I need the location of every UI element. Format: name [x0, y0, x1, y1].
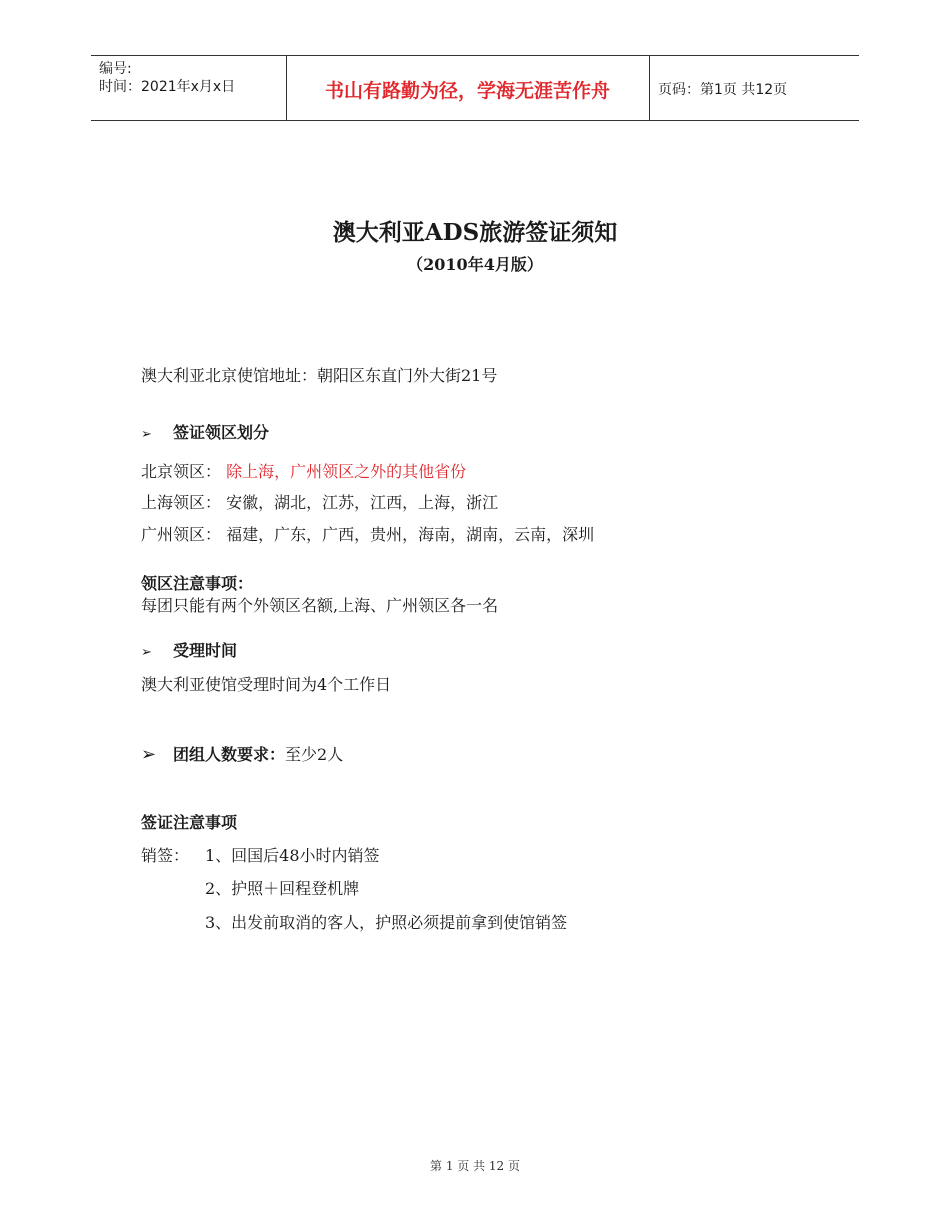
shanghai-district-value: 安徽，湖北，江苏，江西，上海，浙江: [226, 493, 499, 512]
beijing-district-label: 北京领区：: [141, 462, 222, 481]
processing-heading-text: 受理时间: [173, 641, 238, 660]
arrow-bullet-icon: ➢: [141, 645, 152, 660]
group-size-value: 至少2人: [285, 745, 344, 764]
document-title: 澳大利亚ADS旅游签证须知: [332, 219, 618, 246]
guangzhou-district-row: [141, 524, 594, 546]
arrow-bullet-icon: ➢: [141, 427, 152, 442]
processing-text: 澳大利亚使馆受理时间为4个工作日: [141, 675, 392, 694]
shanghai-district-label: 上海领区：: [141, 493, 222, 512]
guangzhou-district-label: 广州领区：: [141, 525, 222, 544]
visa-notes-heading: 签证注意事项: [141, 813, 238, 832]
arrow-bullet-icon: ➢: [141, 744, 157, 765]
group-size-row: [141, 744, 343, 766]
beijing-district-value: 除上海，广州领区之外的其他省份: [226, 462, 467, 481]
guangzhou-district-value: 福建，广东，广西，贵州，海南，湖南，云南，深圳: [226, 525, 595, 544]
shanghai-district-row: [141, 492, 498, 514]
district-notes-text: 每团只能有两个外领区名额,上海、广州领区各一名: [141, 596, 499, 615]
consular-heading-text: 签证领区划分: [173, 423, 270, 442]
document-time-label: 时间：2021年x月x日: [99, 79, 236, 95]
visa-cancel-label: 销签：: [141, 846, 190, 865]
visa-note-item-3: 3、出发前取消的客人，护照必须提前拿到使馆销签: [205, 913, 568, 932]
page-footer: 第 1 页 共 12 页: [430, 1159, 520, 1173]
consular-heading: [141, 422, 269, 446]
processing-heading: [141, 640, 237, 664]
district-notes-heading: 领区注意事项：: [141, 574, 254, 593]
visa-note-item-2: 2、护照＋回程登机牌: [205, 879, 360, 898]
document-number-label: 编号:: [99, 61, 132, 77]
group-size-heading: 团组人数要求：: [173, 745, 286, 764]
visa-note-item-1: 1、回国后48小时内销签: [205, 846, 380, 865]
beijing-district-row: [141, 461, 466, 483]
header-page-code: 页码：第1页 共12页: [658, 82, 788, 98]
header-motto-cell: [286, 56, 650, 120]
header-meta-cell: [91, 56, 287, 120]
header-motto: 书山有路勤为径，学海无涯苦作舟: [324, 80, 610, 102]
document-subtitle: （2010年4月版）: [407, 255, 543, 274]
embassy-address: 澳大利亚北京使馆地址：朝阳区东直门外大街21号: [141, 366, 498, 385]
page-header: [91, 55, 859, 121]
header-page-cell: [649, 56, 859, 120]
